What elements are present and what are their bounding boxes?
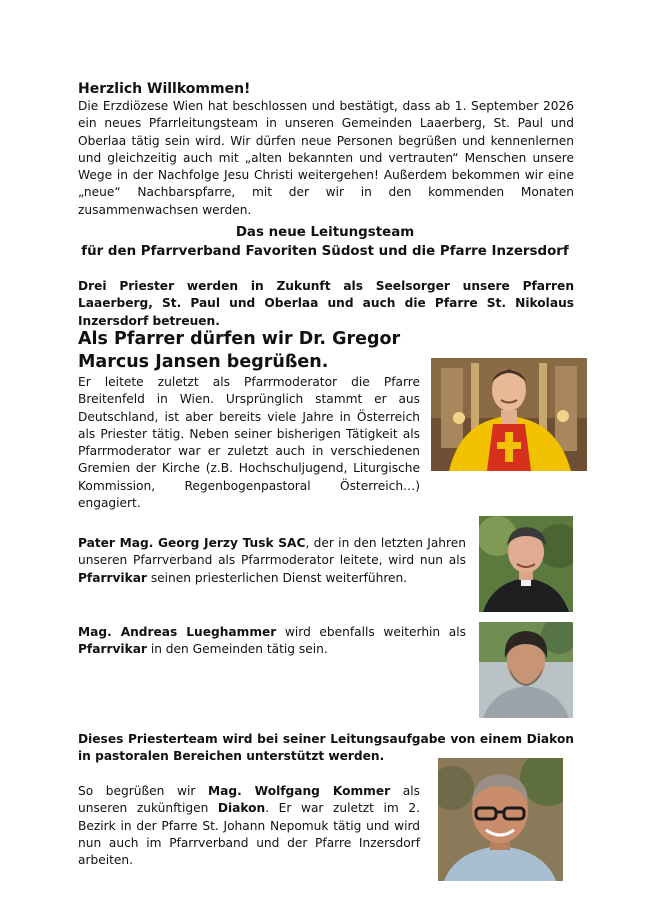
tusk-text <box>78 535 466 587</box>
photo-lueghammer <box>479 622 573 718</box>
title-line-1: Das neue Leitungsteam <box>235 225 415 240</box>
title-line-2: für den Pfarrverband Favoriten Südost und die Pfarre Inzersdorf <box>81 244 569 259</box>
pfarrer-heading: Als Pfarrer dürfen wir Dr. Gregor Marcus Jansen begrüßen. <box>78 329 401 372</box>
kommer-text-part-3: . Er war zuletzt im 2. Bezirk in der Pfarre St. Johann Nepomuk tätig und wird nun auch im Pfarrverband und der Pfarre Inzersdorf arbeiten. <box>78 801 420 868</box>
tusk-text-part-2: seinen priesterlichen Dienst weiterführen. <box>146 570 408 585</box>
lueghammer-text-part-1: wird ebenfalls weiterhin als <box>276 625 466 639</box>
kommer-text <box>78 783 420 869</box>
photo-jansen <box>431 358 587 471</box>
kommer-section <box>78 783 420 869</box>
page-title <box>60 223 590 261</box>
tusk-role: Pfarrvikar <box>78 570 147 585</box>
photo-kommer <box>438 758 563 881</box>
portrait-kommer-image <box>438 758 563 881</box>
intro-text: Drei Priester werden in Zukunft als Seelsorger unsere Pfarren Laaerberg, St. Paul und Oberlaa und auch die Pfarre St. Nikolaus Inzersdorf betreuen. <box>78 279 574 328</box>
kommer-name: Mag. Wolfgang Kommer <box>208 784 391 798</box>
photo-tusk <box>479 516 573 612</box>
lueghammer-name: Mag. Andreas Lueghammer <box>78 625 277 639</box>
welcome-section <box>78 80 574 219</box>
portrait-tusk-image <box>479 516 573 612</box>
kommer-text-part-2: als unseren zukünftigen <box>78 784 420 816</box>
tusk-name: Pater Mag. Georg Jerzy Tusk SAC <box>78 536 306 550</box>
lueghammer-role: Pfarrvikar <box>78 642 147 657</box>
lueghammer-text-part-2: in den Gemeinden tätig sein. <box>146 642 328 657</box>
pfarrer-text: Er leitete zuletzt als Pfarrmoderator die Pfarre Breitenfeld in Wien. Ursprünglich stammt er aus Deutschland, ist aber bereits viele Jahre in Österreich als Priester tätig. Neben seiner bisherigen Tätigkeit als Pfarrmoderator war er zuletzt auch in verschiedenen Gremien der Kirche (z.B. Hochschuljugend, Liturgische Kommission, Regenbogenpastoral Österreich…) engagiert. <box>78 375 420 511</box>
welcome-text: Die Erzdiözese Wien hat beschlossen und bestätigt, dass ab 1. September 2026 ein neues Pfarrleitungsteam in unseren Gemeinden Laaerberg, St. Paul und Oberlaa tätig sein wird. Wir dürfen neue Personen begrüßen und kennenlernen und gleichzeitig auch mit „alten bekannten und vertrauten“ Menschen unsere Wege in der Nachfolge Jesu Christi weitergehen! Außerdem bekommen wir eine „neue“ Nachbarspfarre, mit der wir in den kommenden Monaten zusammenwachsen werden. <box>78 99 574 217</box>
portrait-jansen-image <box>431 358 587 471</box>
kommer-text-part-1: So begrüßen wir <box>78 784 208 798</box>
welcome-heading: Herzlich Willkommen! <box>78 81 251 97</box>
kommer-role: Diakon <box>217 801 266 816</box>
portrait-lueghammer-image <box>479 622 573 718</box>
lueghammer-section <box>78 624 466 659</box>
team-note-text: Dieses Priesterteam wird bei seiner Leitungsaufgabe von einem Diakon in pastoralen Bereichen unterstützt werden. <box>78 732 574 764</box>
lueghammer-text <box>78 624 466 659</box>
tusk-section <box>78 535 466 587</box>
tusk-text-part-1: , der in den letzten Jahren unseren Pfarrverband als Pfarrmoderator leitete, wird nun als <box>78 536 466 568</box>
intro-section <box>78 278 574 330</box>
pfarrer-section <box>78 328 420 512</box>
